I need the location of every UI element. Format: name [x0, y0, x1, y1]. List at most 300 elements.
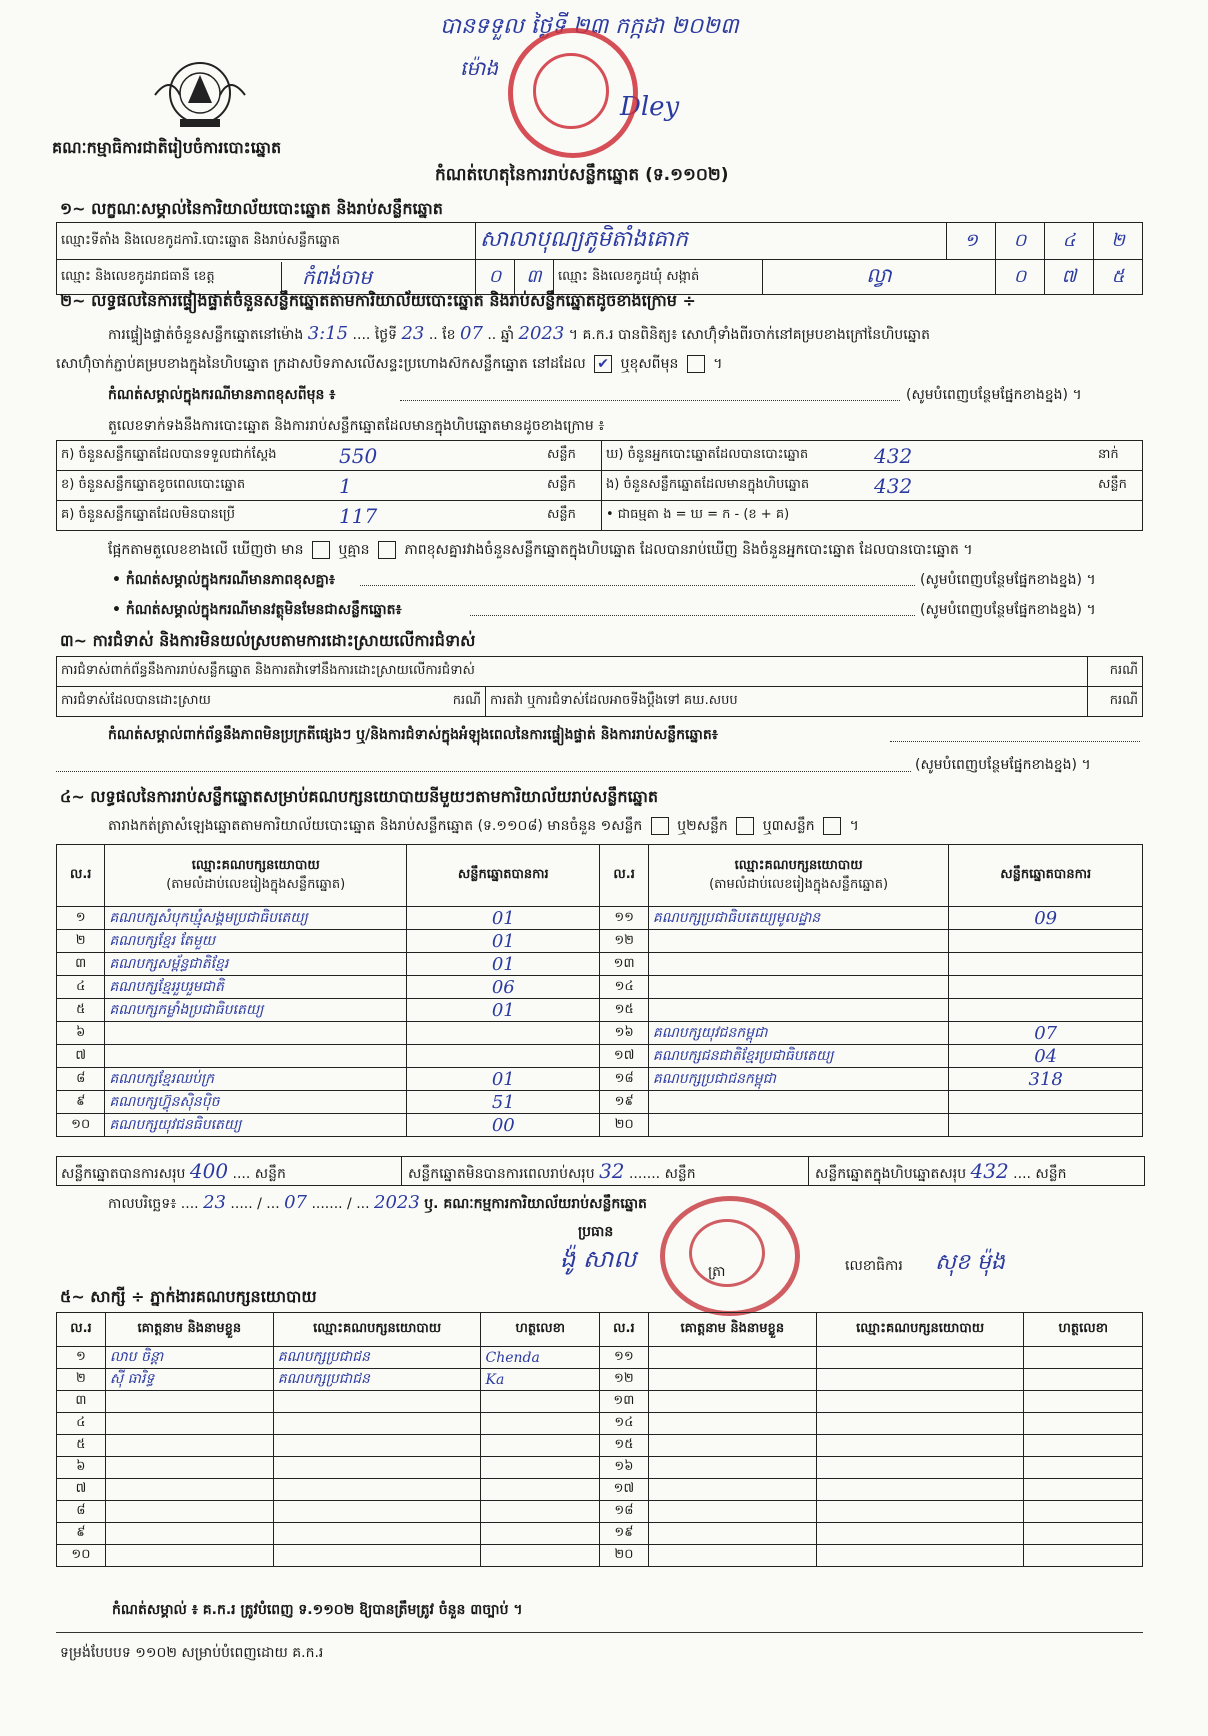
- results-party: គណបក្សសំបុកឃ្មុំសង្គមប្រជាធិបតេយ្យ: [105, 907, 407, 930]
- witness-name: [105, 1479, 273, 1501]
- results-votes: [949, 976, 1143, 999]
- figure-d-unit: នាក់: [1094, 441, 1143, 471]
- results-row: [57, 1068, 1143, 1091]
- results-row: [57, 999, 1143, 1022]
- station-name: សាលាបុណ្យភូមិតាំងគោក: [476, 223, 947, 260]
- results-header-no-2: ល.រ: [600, 845, 648, 907]
- results-header-party-sub-2: (តាមលំដាប់លេខរៀងក្នុងសន្លឹកឆ្នោត): [709, 876, 889, 892]
- figure-e-value: 432: [870, 471, 1094, 501]
- witness-no: ១២: [599, 1369, 648, 1391]
- witness-party: គណបក្សប្រជាជន: [273, 1347, 481, 1369]
- figures-intro: តួលេខទាក់ទងនឹងការបោះឆ្នោត និងការរាប់សន្លឹកឆ្នោតដែលមានក្នុងហិបឆ្នោតមានដូចខាងក្រោម ៖: [108, 418, 605, 434]
- witness-party: [273, 1479, 481, 1501]
- witness-party: [273, 1501, 481, 1523]
- appeal-label: ការតវ៉ា ឬការជំទាស់ដែលអាចទីងប្តឹងទៅ គឃ.សបប: [486, 687, 1088, 717]
- witness-no: ២: [57, 1369, 106, 1391]
- results-party: [648, 976, 949, 999]
- witness-party: [273, 1391, 481, 1413]
- figure-c-value: 117: [335, 501, 543, 531]
- witness-signature: [481, 1391, 600, 1413]
- witness-no: ១: [57, 1347, 106, 1369]
- results-party: គណបក្សប្រជាធិបតេយ្យមូលដ្ឋាន: [648, 907, 949, 930]
- results-no: ១០: [57, 1114, 105, 1137]
- witness-name: ស៊ី ធារិទ្ធ: [105, 1369, 273, 1391]
- results-votes: 51: [407, 1091, 600, 1114]
- resolved-text: ការជំទាស់ដែលបានដោះស្រាយ: [61, 693, 211, 708]
- results-no: ១៣: [600, 953, 648, 976]
- results-votes: [949, 930, 1143, 953]
- witness-name: [648, 1457, 816, 1479]
- results-party: គណបក្សយុវជនកម្ពុជា: [648, 1022, 949, 1045]
- results-header-no: ល.រ: [57, 845, 105, 907]
- objection-label: ការជំទាស់ពាក់ព័ន្ធនឹងការរាប់សន្លឹកឆ្នោត និងការតវ៉ាទៅនឹងការដោះស្រាយលើការជំទាស់: [57, 657, 1088, 687]
- witness-party: [816, 1501, 1024, 1523]
- verification-text-5: ។ គ.ក.រ បានពិនិត្យ៖ សោហ៊ុំទាំងពីរចាក់នៅគម្របខាងក្រៅនៃហិបឆ្នោត: [568, 327, 930, 343]
- results-no: ១៩: [600, 1091, 648, 1114]
- witness-party: [816, 1457, 1024, 1479]
- footnote: កំណត់សម្គាល់ ៖ គ.ក.រ ត្រូវបំពេញ ទ.១១០២ ឱ្យបានត្រឹមត្រូវ ចំនួន ៣ច្បាប់ ។: [112, 1602, 523, 1618]
- witness-name: [648, 1347, 816, 1369]
- witness-signature: [1024, 1545, 1143, 1567]
- witness-header-party-2: ឈ្មោះគណបក្សនយោបាយ: [816, 1313, 1024, 1347]
- witness-signature: [1024, 1523, 1143, 1545]
- results-party: គណបក្សខ្មែរ តែមួយ: [105, 930, 407, 953]
- witness-party: [816, 1391, 1024, 1413]
- seal-line: សោហ៊ុំចាក់ភ្ជាប់គម្របខាងក្នុងនៃហិបឆ្នោត ក្រដាសបិទភាសលើសន្ទះប្រហោងស៊កសន្លឹកឆ្នោត នៅដដែល ✔ ឬខុសពីមុន ។: [56, 356, 723, 372]
- results-row: [57, 1114, 1143, 1137]
- note-object-fill: (សូមបំពេញបន្ថែមផ្នែកខាងខ្នង) ។: [920, 602, 1096, 618]
- witness-name: [105, 1523, 273, 1545]
- results-no: ៩: [57, 1091, 105, 1114]
- figure-d-value: 432: [870, 441, 1094, 471]
- witness-signature: [481, 1501, 600, 1523]
- compare-text: ផ្អែកតាមតួលេខខាងលើ ឃើញថា មាន: [108, 542, 304, 558]
- witness-party: [273, 1457, 481, 1479]
- results-no: ៨: [57, 1068, 105, 1091]
- compare-line: [108, 540, 973, 561]
- results-row: [57, 1091, 1143, 1114]
- witness-name: [105, 1457, 273, 1479]
- total-valid-cell: សន្លឹកឆ្នោតបានការសរុប 400 .... សន្លឹក: [57, 1157, 402, 1185]
- section-4-heading: ៤~ លទ្ធផលនៃការរាប់សន្លឹកឆ្នោតសម្រាប់គណបក្សនយោបាយនីមួយៗតាមការិយាល័យរាប់សន្លឹកឆ្នោត: [60, 787, 659, 806]
- figure-b-label: ខ) ចំនួនសន្លឹកឆ្នោតខូចពេលបោះឆ្នោត: [57, 471, 336, 501]
- note-changed-fill: (សូមបំពេញបន្ថែមផ្នែកខាងខ្នង) ។: [906, 387, 1082, 403]
- witness-no: ៤: [57, 1413, 106, 1435]
- witness-header-no: ល.រ: [57, 1313, 106, 1347]
- note-difference-label: • កំណត់សម្គាល់ក្នុងករណីមានភាពខុសគ្នា៖: [112, 572, 336, 588]
- results-row: [57, 1022, 1143, 1045]
- witness-name: [648, 1545, 816, 1567]
- results-row: [57, 930, 1143, 953]
- results-votes: 01: [407, 930, 600, 953]
- witness-signature: [1024, 1457, 1143, 1479]
- results-row: [57, 907, 1143, 930]
- figures-table: [56, 440, 1143, 531]
- results-votes: [949, 999, 1143, 1022]
- results-party: គណបក្សយុវជនធិបតេយ្យ: [105, 1114, 407, 1137]
- irregularity-note-label: កំណត់សម្គាល់ពាក់ព័ន្ធនឹងភាពមិនប្រក្រតីផ្សេងៗ ឬ/និងការជំទាស់ក្នុងអំឡុងពេលនៃការផ្ទៀងផ្ទាត់ និងការរាប់សន្លឹកឆ្នោត៖: [108, 727, 718, 743]
- station-code-4: ២: [1094, 223, 1143, 260]
- results-row: [57, 1045, 1143, 1068]
- results-party: គណបក្សហ៊្វុនស៊ិនប៉ិច: [105, 1091, 407, 1114]
- results-header-party-title: ឈ្មោះគណបក្សនយោបាយ: [191, 857, 320, 873]
- totals-row: [56, 1156, 1145, 1186]
- resolved-label: [57, 687, 486, 717]
- results-no: ២០: [600, 1114, 648, 1137]
- witness-header-no-2: ល.រ: [599, 1313, 648, 1347]
- witness-row: [57, 1545, 1143, 1567]
- witness-name: [105, 1391, 273, 1413]
- witness-header-party: ឈ្មោះគណបក្សនយោបាយ: [273, 1313, 481, 1347]
- witness-row: [57, 1523, 1143, 1545]
- top-stamp: [508, 28, 638, 158]
- total-box-cell: សន្លឹកឆ្នោតក្នុងហិបឆ្នោតសរុប 432 .... សន្លឹក: [815, 1159, 1067, 1183]
- results-no: ៧: [57, 1045, 105, 1068]
- witness-signature: [481, 1523, 600, 1545]
- figure-a-label: ក) ចំនួនសន្លឹកឆ្នោតដែលបានទទួលជាក់ស្តែង: [57, 441, 336, 471]
- witness-row: [57, 1435, 1143, 1457]
- results-no: ១៥: [600, 999, 648, 1022]
- witness-name: [648, 1435, 816, 1457]
- figure-b-value: 1: [335, 471, 543, 501]
- verification-text-1: ការផ្ទៀងផ្ទាត់ចំនួនសន្លឹកឆ្នោតនៅម៉ោង: [108, 327, 304, 343]
- results-no: ១៤: [600, 976, 648, 999]
- results-votes: [407, 1022, 600, 1045]
- date-line: កាលបរិច្ឆេទ៖ .... 23 ..... / ... 07 ....... / ... 2023 ឫ. គណៈកម្មការការិយាល័យរាប់សន្លឹកឆ្នោត: [108, 1192, 647, 1213]
- chair-title: ប្រធាន: [578, 1224, 614, 1240]
- station-code-1: ១: [947, 223, 996, 260]
- witness-no: ៣: [57, 1391, 106, 1413]
- witness-party: [273, 1435, 481, 1457]
- witness-party: [273, 1545, 481, 1567]
- results-party: [648, 930, 949, 953]
- chair-signature: ង៉ូ សាល: [560, 1245, 637, 1273]
- station-label: ឈ្មោះទីតាំង និងលេខកូដការិ.បោះឆ្នោត និងរាប់សន្លឹកឆ្នោត: [57, 223, 476, 260]
- witness-name: [105, 1435, 273, 1457]
- witness-signature: Chenda: [481, 1347, 600, 1369]
- appeal-unit: ករណី: [1088, 687, 1143, 717]
- witness-no: ១៩: [599, 1523, 648, 1545]
- station-code-2: ០: [996, 223, 1045, 260]
- results-header-votes: សន្លឹកឆ្នោតបានការ: [407, 845, 600, 907]
- results-header-party: [105, 845, 407, 907]
- witness-row: [57, 1369, 1143, 1391]
- verification-month: 07: [460, 323, 483, 344]
- verification-time: 3:15: [307, 323, 349, 344]
- note-object-line[interactable]: [470, 601, 915, 616]
- witness-party: គណបក្សប្រជាជន: [273, 1369, 481, 1391]
- witness-no: ១១: [599, 1347, 648, 1369]
- witness-party: [816, 1545, 1024, 1567]
- results-votes: 01: [407, 999, 600, 1022]
- figure-c-unit: សន្លឹក: [543, 501, 602, 531]
- witness-name: [648, 1523, 816, 1545]
- witness-signature: [481, 1413, 600, 1435]
- results-party: គណបក្សជនជាតិខ្មែរប្រជាធិបតេយ្យ: [648, 1045, 949, 1068]
- commune-code-3: ៥: [1094, 260, 1143, 295]
- total-valid-unit: សន្លឹក: [254, 1166, 286, 1182]
- witness-signature: [1024, 1435, 1143, 1457]
- station-info-table: [56, 222, 1143, 295]
- witness-signature: [1024, 1347, 1143, 1369]
- witness-signature: [481, 1545, 600, 1567]
- witness-name: [648, 1413, 816, 1435]
- irregularity-fill: (សូមបំពេញបន្ថែមផ្នែកខាងខ្នង) ។: [915, 757, 1091, 773]
- stamp-label: ត្រា: [708, 1264, 726, 1280]
- witness-name: លាប ចិន្តា: [105, 1347, 273, 1369]
- compare-rest-text: ភាពខុសគ្នារវាងចំនួនសន្លឹកឆ្នោតក្នុងហិបឆ្នោត ដែលបានរាប់ឃើញ និងចំនួនអ្នកបោះឆ្នោត ដែលបានបោះឆ្នោត ។: [404, 542, 973, 558]
- witness-signature: [481, 1435, 600, 1457]
- verification-text-4: ឆ្នាំ: [500, 327, 515, 343]
- witness-signature: [1024, 1501, 1143, 1523]
- results-votes: 06: [407, 976, 600, 999]
- witness-party: [816, 1479, 1024, 1501]
- results-party: [648, 953, 949, 976]
- date-month: 07: [284, 1192, 307, 1213]
- witness-no: ៥: [57, 1435, 106, 1457]
- witness-party: [816, 1435, 1024, 1457]
- results-votes: 07: [949, 1022, 1143, 1045]
- witness-no: ១៣: [599, 1391, 648, 1413]
- results-party: គណបក្សខ្មែររួបរួមជាតិ: [105, 976, 407, 999]
- results-no: ២: [57, 930, 105, 953]
- results-no: ១៨: [600, 1068, 648, 1091]
- total-box-label: សន្លឹកឆ្នោតក្នុងហិបឆ្នោតសរុប: [815, 1166, 967, 1182]
- witness-party: [816, 1347, 1024, 1369]
- figure-d-label: ឃ) ចំនួនអ្នកបោះឆ្នោតដែលបានបោះឆ្នោត: [602, 441, 871, 471]
- verification-text-2: ថ្ងៃទី: [374, 327, 398, 343]
- results-party: [648, 999, 949, 1022]
- figure-a-unit: សន្លឹក: [543, 441, 602, 471]
- witness-party: [273, 1413, 481, 1435]
- results-votes: 01: [407, 907, 600, 930]
- results-header-party-sub: (តាមលំដាប់លេខរៀងក្នុងសន្លឹកឆ្នោត): [166, 876, 346, 892]
- witness-header-sign-2: ហត្ថលេខា: [1024, 1313, 1143, 1347]
- witness-signature: [1024, 1391, 1143, 1413]
- total-invalid-unit: សន្លឹក: [664, 1166, 696, 1182]
- witness-header-name-2: គោត្តនាម និងនាមខ្លួន: [648, 1313, 816, 1347]
- witness-no: ២០: [599, 1545, 648, 1567]
- witness-party: [816, 1523, 1024, 1545]
- commune-label: ឈ្មោះ និងលេខកូដឃុំ សង្កាត់: [554, 260, 763, 295]
- results-no: ១១: [600, 907, 648, 930]
- results-row: [57, 976, 1143, 999]
- witness-no: ៦: [57, 1457, 106, 1479]
- witness-signature: Ka: [481, 1369, 600, 1391]
- figure-e-label: ង) ចំនួនសន្លឹកឆ្នោតដែលមានក្នុងហិបឆ្នោត: [602, 471, 871, 501]
- witness-name: [648, 1479, 816, 1501]
- section-1-heading: ១~ លក្ខណៈសម្គាល់នៃការិយាល័យបោះឆ្នោត និងរាប់សន្លឹកឆ្នោត: [60, 199, 443, 218]
- witness-no: ១០: [57, 1545, 106, 1567]
- committee-label: ឫ. គណៈកម្មការការិយាល័យរាប់សន្លឹកឆ្នោត: [424, 1196, 647, 1212]
- results-no: ១២: [600, 930, 648, 953]
- results-party: [648, 1091, 949, 1114]
- three-sheet-text: ឬ៣សន្លឹក: [762, 818, 815, 834]
- three-sheet-checkbox[interactable]: [823, 817, 841, 835]
- figure-c-label: គ) ចំនួនសន្លឹកឆ្នោតដែលមិនបានប្រើ: [57, 501, 336, 531]
- form-footer: ទម្រង់បែបបទ ១១០២ សម្រាប់បំពេញដោយ គ.ក.រ: [60, 1645, 324, 1661]
- results-votes: 01: [407, 1068, 600, 1091]
- witness-name: [105, 1545, 273, 1567]
- results-party: [105, 1045, 407, 1068]
- two-sheet-checkbox[interactable]: [736, 817, 754, 835]
- commune-code-2: ៧: [1045, 260, 1094, 295]
- tally-sheet-line: តារាងកត់ត្រាសំឡេងឆ្នោតតាមការិយាល័យបោះឆ្នោត និងរាប់សន្លឹកឆ្នោត (ទ.១១០៨) មានចំនួន ១សន្លឹក ឬ២សន្លឹក ឬ៣សន្លឹក ។: [108, 818, 859, 834]
- witness-header-name: គោត្តនាម និងនាមខ្លួន: [105, 1313, 273, 1347]
- note-difference-line[interactable]: [360, 571, 915, 586]
- no-difference-checkbox[interactable]: [378, 541, 396, 559]
- objection-table: [56, 656, 1143, 717]
- results-no: ១៦: [600, 1022, 648, 1045]
- irregularity-line-2[interactable]: [56, 757, 911, 772]
- unchanged-checkbox[interactable]: ✔: [594, 355, 612, 373]
- province-name: កំពង់ចាម: [281, 262, 372, 292]
- results-no: ១: [57, 907, 105, 930]
- witness-row: [57, 1479, 1143, 1501]
- witness-name: [648, 1391, 816, 1413]
- witness-row: [57, 1501, 1143, 1523]
- footer-divider: [56, 1632, 1143, 1633]
- figure-b-unit: សន្លឹក: [543, 471, 602, 501]
- total-invalid-cell: សន្លឹកឆ្នោតមិនបានការពេលរាប់សរុប 32 ....... សន្លឹក: [402, 1157, 809, 1185]
- annotation-signature: Dley: [620, 92, 680, 122]
- witness-no: ៧: [57, 1479, 106, 1501]
- witness-no: ១៦: [599, 1457, 648, 1479]
- witness-name: [105, 1501, 273, 1523]
- tally-sheet-text: តារាងកត់ត្រាសំឡេងឆ្នោតតាមការិយាល័យបោះឆ្នោត និងរាប់សន្លឹកឆ្នោត (ទ.១១០៨) មានចំនួន ១សន្លឹក: [108, 818, 643, 834]
- results-table: [56, 844, 1143, 1137]
- date-year: 2023: [374, 1192, 420, 1213]
- province-code-1: ០: [476, 260, 515, 295]
- nec-logo-icon: [150, 55, 250, 133]
- results-votes: 01: [407, 953, 600, 976]
- section-5-heading: ៥~ សាក្សី ÷ ភ្នាក់ងារគណបក្សនយោបាយ: [60, 1287, 317, 1306]
- results-party: គណបក្សខ្មែរឈប់ក្រ: [105, 1068, 407, 1091]
- witness-name: [105, 1413, 273, 1435]
- results-no: ៦: [57, 1022, 105, 1045]
- committee-stamp: [660, 1196, 800, 1316]
- form-title: កំណត់ហេតុនៃការរាប់សន្លឹកឆ្នោត (ទ.១១០២): [435, 165, 729, 185]
- secretary-signature: សុខ ម៉ុង: [935, 1250, 1005, 1275]
- witness-party: [816, 1413, 1024, 1435]
- total-box-value: 432: [970, 1159, 1009, 1183]
- one-sheet-checkbox[interactable]: [651, 817, 669, 835]
- received-annotation: បានទទួល ថ្ងៃទី ២៣ កក្កដា ២០២៣: [440, 14, 739, 39]
- witness-name: [648, 1501, 816, 1523]
- witness-signature: [1024, 1479, 1143, 1501]
- results-no: ១៧: [600, 1045, 648, 1068]
- results-no: ៥: [57, 999, 105, 1022]
- results-header-party-2: [648, 845, 949, 907]
- results-no: ៤: [57, 976, 105, 999]
- results-no: ៣: [57, 953, 105, 976]
- station-code-3: ៤: [1045, 223, 1094, 260]
- witness-party: [816, 1369, 1024, 1391]
- seal-text: សោហ៊ុំចាក់ភ្ជាប់គម្របខាងក្នុងនៃហិបឆ្នោត ក្រដាសបិទភាសលើសន្ទះប្រហោងស៊កសន្លឹកឆ្នោត នៅដដែល: [56, 356, 586, 372]
- compare-or-text: ឬគ្មាន: [338, 542, 370, 558]
- section-2-heading: ២~ លទ្ធផលនៃការផ្ទៀងផ្ទាត់ចំនួនសន្លឹកឆ្នោតតាមការិយាល័យបោះឆ្នោត និងរាប់សន្លឹកឆ្នោតដូចខាងក្រោម ÷: [60, 291, 696, 310]
- witness-row: [57, 1457, 1143, 1479]
- has-difference-checkbox[interactable]: [312, 541, 330, 559]
- province-code-2: ៣: [515, 260, 554, 295]
- witness-no: ១៨: [599, 1501, 648, 1523]
- received-time-annotation: ម៉ោង: [460, 56, 499, 80]
- note-difference-fill: (សូមបំពេញបន្ថែមផ្នែកខាងខ្នង) ។: [920, 572, 1096, 588]
- witness-signature: [1024, 1369, 1143, 1391]
- secretary-label: លេខាធិការ: [845, 1258, 903, 1274]
- witness-party: [273, 1523, 481, 1545]
- total-valid-value: 400: [189, 1159, 229, 1183]
- witness-table: [56, 1312, 1143, 1567]
- verification-year: 2023: [518, 323, 565, 344]
- objection-unit: ករណី: [1088, 657, 1143, 687]
- note-changed-label: កំណត់សម្គាល់ក្នុងករណីមានភាពខុសពីមុន ៖: [108, 387, 336, 403]
- two-sheet-text: ឬ២សន្លឹក: [677, 818, 728, 834]
- witness-header-sign: ហត្ថលេខា: [481, 1313, 600, 1347]
- total-valid-label: សន្លឹកឆ្នោតបានការសរុប: [61, 1166, 186, 1182]
- note-changed-line[interactable]: [400, 386, 900, 401]
- section-3-heading: ៣~ ការជំទាស់ និងការមិនយល់ស្របតាមការដោះស្រាយលើការជំទាស់: [60, 631, 476, 650]
- results-header-votes-2: សន្លឹកឆ្នោតបានការ: [949, 845, 1143, 907]
- results-row: [57, 953, 1143, 976]
- results-votes: [949, 1091, 1143, 1114]
- irregularity-line-1[interactable]: [890, 727, 1140, 742]
- results-party: [105, 1022, 407, 1045]
- witness-row: [57, 1391, 1143, 1413]
- results-votes: 00: [407, 1114, 600, 1137]
- date-day: 23: [203, 1192, 226, 1213]
- witness-no: ១៤: [599, 1413, 648, 1435]
- witness-signature: [1024, 1413, 1143, 1435]
- results-party: គណបក្សប្រជាជនកម្ពុជា: [648, 1068, 949, 1091]
- witness-no: ១៧: [599, 1479, 648, 1501]
- org-name: គណៈកម្មាធិការជាតិរៀបចំការបោះឆ្នោត: [52, 138, 282, 157]
- results-votes: 09: [949, 907, 1143, 930]
- total-box-unit: សន្លឹក: [1035, 1166, 1067, 1182]
- results-party: គណបក្សកម្លាំងប្រជាធិបតេយ្យ: [105, 999, 407, 1022]
- results-votes: [949, 953, 1143, 976]
- commune-name: ល្វា: [763, 260, 996, 295]
- results-party: គណបក្សសម្ព័ន្ធជាតិខ្មែរ: [105, 953, 407, 976]
- note-object-label: • កំណត់សម្គាល់ក្នុងករណីមានវត្ថុមិនមែនជាសន្លឹកឆ្នោត៖: [112, 602, 402, 618]
- witness-signature: [481, 1457, 600, 1479]
- witness-no: ៩: [57, 1523, 106, 1545]
- commune-code-1: ០: [996, 260, 1045, 295]
- figure-a-value: 550: [335, 441, 543, 471]
- province-label: ឈ្មោះ និងលេខកូដរាជធានី ខេត្ត: [61, 268, 215, 284]
- results-party: [648, 1114, 949, 1137]
- results-votes: [949, 1114, 1143, 1137]
- figure-formula: • ជាធម្មតា ង = ឃ = ក - (ខ + គ): [602, 501, 1143, 531]
- witness-row: [57, 1413, 1143, 1435]
- witness-no: ៨: [57, 1501, 106, 1523]
- date-label: កាលបរិច្ឆេទ៖: [108, 1196, 177, 1212]
- results-header-party-title-2: ឈ្មោះគណបក្សនយោបាយ: [734, 857, 863, 873]
- results-votes: 04: [949, 1045, 1143, 1068]
- changed-text: ឬខុសពីមុន: [620, 356, 679, 372]
- total-invalid-label: សន្លឹកឆ្នោតមិនបានការពេលរាប់សរុប: [408, 1166, 595, 1182]
- verification-text-3: ខែ: [442, 327, 456, 343]
- total-invalid-value: 32: [599, 1159, 625, 1183]
- results-votes: [407, 1045, 600, 1068]
- verification-line: ការផ្ទៀងផ្ទាត់ចំនួនសន្លឹកឆ្នោតនៅម៉ោង 3:15 .... ថ្ងៃទី 23 .. ខែ 07 .. ឆ្នាំ 2023 ។ គ.ក.រ បានពិនិត្យ៖ សោហ៊ុំទាំងពីរចាក់នៅគម្របខាងក្រៅនៃហិបឆ្នោត: [108, 323, 930, 344]
- witness-row: [57, 1347, 1143, 1369]
- changed-checkbox[interactable]: [687, 355, 705, 373]
- verification-day: 23: [401, 323, 425, 344]
- figure-e-unit: សន្លឹក: [1094, 471, 1143, 501]
- witness-signature: [481, 1479, 600, 1501]
- results-votes: 318: [949, 1068, 1143, 1091]
